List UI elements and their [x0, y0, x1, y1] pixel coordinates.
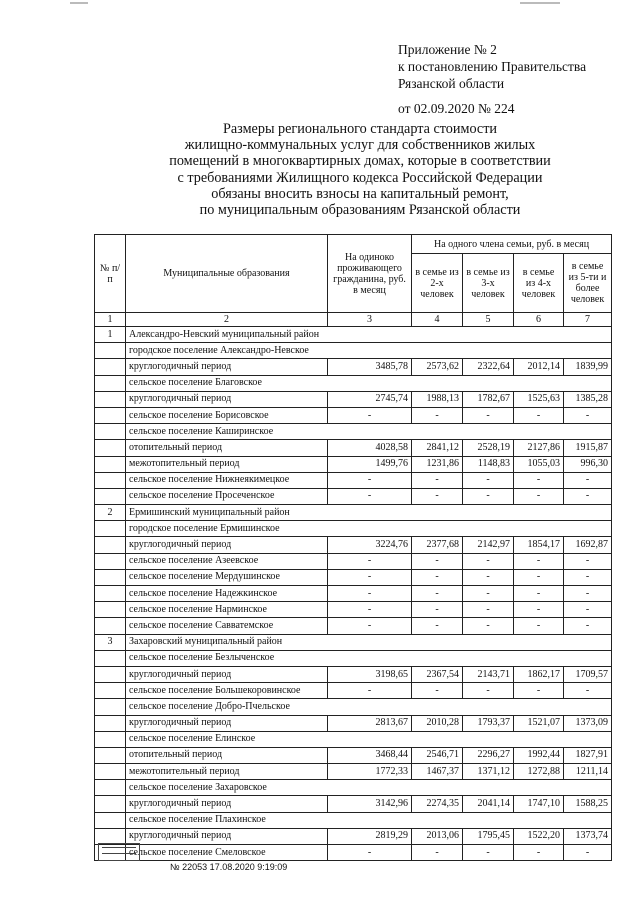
row-number: [95, 569, 126, 585]
value-cell: -: [412, 845, 463, 861]
municipality-name: сельское поселение Каширинское: [126, 424, 612, 440]
value-cell: 2573,62: [412, 359, 463, 375]
title-line: помещений в многоквартирных домах, которые в соответствии: [169, 153, 551, 170]
row-number: [95, 375, 126, 391]
settlement-row: [95, 375, 612, 391]
value-cell: 1499,76: [328, 456, 412, 472]
settlement-row: [95, 731, 612, 747]
row-number: [95, 731, 126, 747]
municipality-name: сельское поселение Безлыченское: [126, 650, 612, 666]
title-line: обязаны вносить взносы на капитальный ремонт,: [211, 185, 509, 202]
settlement-row: [95, 650, 612, 666]
value-cell: 1782,67: [463, 391, 514, 407]
table-row: [95, 796, 612, 812]
municipality-name: отопительный период: [126, 747, 328, 763]
column-number: 4: [412, 313, 463, 327]
scan-mark: [520, 2, 560, 4]
value-cell: 1055,03: [514, 456, 564, 472]
value-cell: -: [412, 553, 463, 569]
municipality-name: сельское поселение Благовское: [126, 375, 612, 391]
row-number: [95, 391, 126, 407]
value-cell: -: [463, 472, 514, 488]
value-cell: 2813,67: [328, 715, 412, 731]
value-cell: -: [412, 683, 463, 699]
row-number: [95, 521, 126, 537]
row-number: [95, 456, 126, 472]
title-line: с требованиями Жилищного кодекса Российской Федерации: [177, 169, 543, 186]
standards-table: [94, 234, 612, 861]
table-row: [95, 488, 612, 504]
municipality-name: сельское поселение Азеевское: [126, 553, 328, 569]
district-row: [95, 505, 612, 521]
row-number: [95, 586, 126, 602]
value-cell: 2322,64: [463, 359, 514, 375]
value-cell: -: [463, 602, 514, 618]
header-family-3: в семье из 3-х человек: [463, 254, 514, 313]
value-cell: -: [514, 602, 564, 618]
value-cell: -: [328, 569, 412, 585]
table-row: [95, 845, 612, 861]
district-row: [95, 634, 612, 650]
header-family-5: в семье из 5-ти и более человек: [564, 254, 612, 313]
value-cell: -: [564, 845, 612, 861]
value-cell: -: [514, 586, 564, 602]
column-number: 7: [564, 313, 612, 327]
value-cell: -: [514, 569, 564, 585]
value-cell: -: [514, 488, 564, 504]
value-cell: -: [412, 586, 463, 602]
value-cell: 1522,20: [514, 828, 564, 844]
municipality-name: сельское поселение Захаровское: [126, 780, 612, 796]
municipality-name: круглогодичный период: [126, 391, 328, 407]
value-cell: 1371,12: [463, 764, 514, 780]
value-cell: 1525,63: [514, 391, 564, 407]
value-cell: 2041,14: [463, 796, 514, 812]
value-cell: -: [463, 488, 514, 504]
row-number: [95, 683, 126, 699]
district-row: [95, 327, 612, 343]
municipality-name: круглогодичный период: [126, 359, 328, 375]
row-number: [95, 699, 126, 715]
value-cell: 3468,44: [328, 747, 412, 763]
row-number: [95, 812, 126, 828]
value-cell: 1692,87: [564, 537, 612, 553]
title-line: жилищно-коммунальных услуг для собственников жилых: [184, 137, 536, 154]
row-number: [95, 537, 126, 553]
value-cell: -: [564, 569, 612, 585]
value-cell: -: [564, 683, 612, 699]
table-row: [95, 747, 612, 763]
registry-stamp: [98, 843, 140, 861]
value-cell: 3485,78: [328, 359, 412, 375]
value-cell: -: [328, 618, 412, 634]
appendix-block: [398, 41, 586, 92]
value-cell: -: [514, 407, 564, 423]
value-cell: 2274,35: [412, 796, 463, 812]
value-cell: -: [328, 553, 412, 569]
table-row: [95, 586, 612, 602]
settlement-row: [95, 699, 612, 715]
municipality-name: городское поселение Ермишинское: [126, 521, 612, 537]
value-cell: -: [514, 845, 564, 861]
municipality-name: сельское поселение Добро-Пчельское: [126, 699, 612, 715]
value-cell: 1862,17: [514, 666, 564, 682]
municipality-name: круглогодичный период: [126, 796, 328, 812]
value-cell: 3198,65: [328, 666, 412, 682]
row-number: [95, 424, 126, 440]
value-cell: 2528,19: [463, 440, 514, 456]
column-number: 1: [95, 313, 126, 327]
row-number: [95, 472, 126, 488]
municipality-name: сельское поселение Борисовское: [126, 407, 328, 423]
row-number: [95, 650, 126, 666]
value-cell: -: [412, 618, 463, 634]
row-number: [95, 440, 126, 456]
value-cell: 1148,83: [463, 456, 514, 472]
value-cell: -: [514, 683, 564, 699]
row-number: [95, 618, 126, 634]
row-number: [95, 666, 126, 682]
value-cell: 1988,13: [412, 391, 463, 407]
value-cell: 2296,27: [463, 747, 514, 763]
value-cell: 2127,86: [514, 440, 564, 456]
value-cell: 2142,97: [463, 537, 514, 553]
value-cell: 2367,54: [412, 666, 463, 682]
value-cell: -: [412, 488, 463, 504]
value-cell: -: [514, 553, 564, 569]
row-number: 1: [95, 327, 126, 343]
value-cell: 1467,37: [412, 764, 463, 780]
municipality-name: Ермишинский муниципальный район: [126, 505, 612, 521]
value-cell: 1793,37: [463, 715, 514, 731]
municipality-name: сельское поселение Надежкинское: [126, 586, 328, 602]
row-number: [95, 359, 126, 375]
value-cell: 2819,29: [328, 828, 412, 844]
table-row: [95, 828, 612, 844]
value-cell: 1747,10: [514, 796, 564, 812]
value-cell: -: [328, 407, 412, 423]
value-cell: 1211,14: [564, 764, 612, 780]
municipality-name: межотопительный период: [126, 764, 328, 780]
row-number: [95, 796, 126, 812]
table-row: [95, 359, 612, 375]
value-cell: 1992,44: [514, 747, 564, 763]
municipality-name: городское поселение Александро-Невское: [126, 343, 612, 359]
value-cell: -: [328, 602, 412, 618]
scan-mark: [70, 2, 88, 4]
table-row: [95, 472, 612, 488]
table-row: [95, 715, 612, 731]
table-row: [95, 440, 612, 456]
row-number: [95, 553, 126, 569]
table-row: [95, 683, 612, 699]
column-number: 5: [463, 313, 514, 327]
value-cell: 996,30: [564, 456, 612, 472]
table-row: [95, 407, 612, 423]
settlement-row: [95, 343, 612, 359]
value-cell: 2010,28: [412, 715, 463, 731]
value-cell: 1272,88: [514, 764, 564, 780]
municipality-name: сельское поселение Смеловское: [126, 845, 328, 861]
header-municipality: Муниципальные образования: [126, 235, 328, 313]
table-row: [95, 537, 612, 553]
settlement-row: [95, 424, 612, 440]
table-row: [95, 618, 612, 634]
value-cell: 2013,06: [412, 828, 463, 844]
value-cell: 2377,68: [412, 537, 463, 553]
value-cell: -: [412, 407, 463, 423]
value-cell: 1521,07: [514, 715, 564, 731]
row-number: [95, 764, 126, 780]
table-row: [95, 456, 612, 472]
header-single: На одиноко проживающего гражданина, руб. в месяц: [328, 235, 412, 313]
header-family-group: На одного члена семьи, руб. в месяц: [412, 235, 612, 254]
municipality-name: сельское поселение Савватемское: [126, 618, 328, 634]
title-line: Размеры регионального стандарта стоимости: [222, 121, 497, 137]
municipality-name: сельское поселение Плахинское: [126, 812, 612, 828]
value-cell: 1772,33: [328, 764, 412, 780]
value-cell: -: [328, 586, 412, 602]
header-no: № п/п: [95, 235, 126, 313]
value-cell: 3142,96: [328, 796, 412, 812]
value-cell: -: [463, 569, 514, 585]
value-cell: -: [463, 553, 514, 569]
value-cell: 2841,12: [412, 440, 463, 456]
value-cell: -: [328, 488, 412, 504]
municipality-name: межотопительный период: [126, 456, 328, 472]
table-row: [95, 666, 612, 682]
table-row: [95, 602, 612, 618]
row-number: [95, 488, 126, 504]
table-row: [95, 553, 612, 569]
header-family-2: в семье из 2-х человек: [412, 254, 463, 313]
value-cell: -: [328, 472, 412, 488]
value-cell: 3224,76: [328, 537, 412, 553]
value-cell: -: [564, 488, 612, 504]
row-number: [95, 343, 126, 359]
municipality-name: отопительный период: [126, 440, 328, 456]
municipality-name: круглогодичный период: [126, 715, 328, 731]
value-cell: 1854,17: [514, 537, 564, 553]
title-line: по муниципальным образованиям Рязанской области: [199, 202, 521, 219]
header-family-4: в семье из 4-х человек: [514, 254, 564, 313]
municipality-name: сельское поселение Нарминское: [126, 602, 328, 618]
municipality-name: сельское поселение Елинское: [126, 731, 612, 747]
value-cell: -: [412, 569, 463, 585]
value-cell: -: [564, 553, 612, 569]
row-number: [95, 407, 126, 423]
document-title: [90, 121, 630, 218]
municipality-name: сельское поселение Нижнеякимецкое: [126, 472, 328, 488]
value-cell: -: [328, 683, 412, 699]
value-cell: 2012,14: [514, 359, 564, 375]
value-cell: 1839,99: [564, 359, 612, 375]
value-cell: -: [564, 407, 612, 423]
row-number: [95, 602, 126, 618]
municipality-name: круглогодичный период: [126, 537, 328, 553]
value-cell: 4028,58: [328, 440, 412, 456]
value-cell: 1373,09: [564, 715, 612, 731]
settlement-row: [95, 812, 612, 828]
value-cell: -: [463, 845, 514, 861]
municipality-name: Захаровский муниципальный район: [126, 634, 612, 650]
value-cell: 1231,86: [412, 456, 463, 472]
appendix-line: Рязанской области: [398, 76, 505, 91]
value-cell: 1795,45: [463, 828, 514, 844]
value-cell: -: [463, 407, 514, 423]
value-cell: 2745,74: [328, 391, 412, 407]
municipality-name: круглогодичный период: [126, 666, 328, 682]
value-cell: 1915,87: [564, 440, 612, 456]
value-cell: 1385,28: [564, 391, 612, 407]
value-cell: 1827,91: [564, 747, 612, 763]
settlement-row: [95, 521, 612, 537]
value-cell: -: [564, 618, 612, 634]
value-cell: 2546,71: [412, 747, 463, 763]
value-cell: -: [328, 845, 412, 861]
municipality-name: круглогодичный период: [126, 828, 328, 844]
value-cell: 1373,74: [564, 828, 612, 844]
value-cell: 1588,25: [564, 796, 612, 812]
table-row: [95, 391, 612, 407]
value-cell: -: [463, 683, 514, 699]
value-cell: -: [564, 586, 612, 602]
row-number: 2: [95, 505, 126, 521]
municipality-name: сельское поселение Большекоровинское: [126, 683, 328, 699]
row-number: [95, 780, 126, 796]
value-cell: -: [463, 618, 514, 634]
document-registration: № 22053 17.08.2020 9:19:09: [170, 862, 288, 872]
row-number: [95, 747, 126, 763]
appendix-line: Приложение № 2: [398, 42, 497, 57]
municipality-name: сельское поселение Просеченское: [126, 488, 328, 504]
row-number: [95, 715, 126, 731]
municipality-name: сельское поселение Мердушинское: [126, 569, 328, 585]
order-reference: от 02.09.2020 № 224: [398, 101, 515, 116]
value-cell: -: [564, 472, 612, 488]
appendix-line: к постановлению Правительства: [398, 59, 587, 74]
column-number: 3: [328, 313, 412, 327]
value-cell: -: [564, 602, 612, 618]
municipality-name: Александро-Невский муниципальный район: [126, 327, 612, 343]
value-cell: -: [463, 586, 514, 602]
value-cell: 2143,71: [463, 666, 514, 682]
settlement-row: [95, 780, 612, 796]
value-cell: -: [412, 472, 463, 488]
table-row: [95, 764, 612, 780]
value-cell: 1709,57: [564, 666, 612, 682]
value-cell: -: [514, 618, 564, 634]
table-body: [95, 327, 612, 861]
column-number: 2: [126, 313, 328, 327]
column-number: 6: [514, 313, 564, 327]
row-number: 3: [95, 634, 126, 650]
value-cell: -: [514, 472, 564, 488]
value-cell: -: [412, 602, 463, 618]
table-row: [95, 569, 612, 585]
